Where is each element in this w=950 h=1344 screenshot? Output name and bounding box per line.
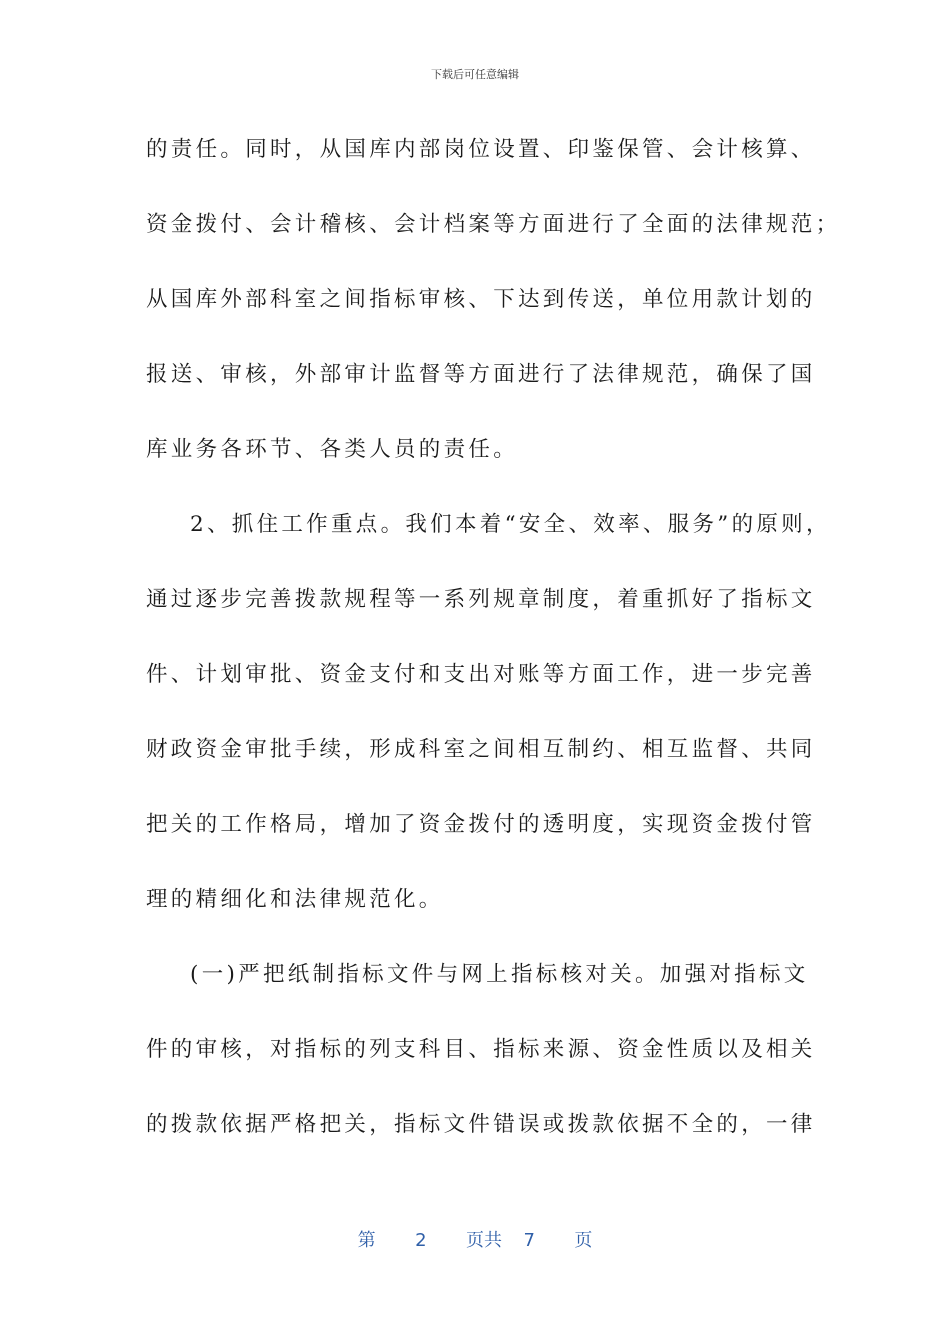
page-header: 下载后可任意编辑 xyxy=(431,68,519,81)
text-line: 财政资金审批手续，形成科室之间相互制约、相互监督、共同 xyxy=(146,737,816,762)
page-number: 2 xyxy=(415,1230,427,1251)
page-footer xyxy=(0,1226,950,1252)
text-line: 资金拨付、会计稽核、会计档案等方面进行了全面的法律规范； xyxy=(146,212,841,237)
document-body xyxy=(146,112,841,1162)
text-line: 把关的工作格局，增加了资金拨付的透明度，实现资金拨付管 xyxy=(146,812,816,837)
text-line: 通过逐步完善拨款规程等一系列规章制度，着重抓好了指标文 xyxy=(146,587,816,612)
text-line: 报送、审核，外部审计监督等方面进行了法律规范，确保了国 xyxy=(146,362,816,387)
page-total: 7 xyxy=(523,1230,535,1251)
paragraph-first-line: (一)严把纸制指标文件与网上指标核对关。加强对指标文 xyxy=(190,962,809,987)
text-line: 件的审核，对指标的列支科目、指标来源、资金性质以及相关 xyxy=(146,1037,816,1062)
footer-prefix: 第 xyxy=(357,1230,376,1251)
footer-middle: 页共 xyxy=(466,1230,502,1251)
paragraph-first-line: 2、抓住工作重点。我们本着“安全、效率、服务”的原则， xyxy=(190,512,831,537)
text-line: 件、计划审批、资金支付和支出对账等方面工作，进一步完善 xyxy=(146,662,816,687)
text-line: 从国库外部科室之间指标审核、下达到传送，单位用款计划的 xyxy=(146,287,816,312)
text-line: 理的精细化和法律规范化。 xyxy=(146,887,444,912)
text-line: 的责任。同时，从国库内部岗位设置、印鉴保管、会计核算、 xyxy=(146,137,816,162)
footer-suffix: 页 xyxy=(574,1230,593,1251)
text-line: 库业务各环节、各类人员的责任。 xyxy=(146,437,519,462)
text-line: 的拨款依据严格把关，指标文件错误或拨款依据不全的，一律 xyxy=(146,1112,816,1137)
